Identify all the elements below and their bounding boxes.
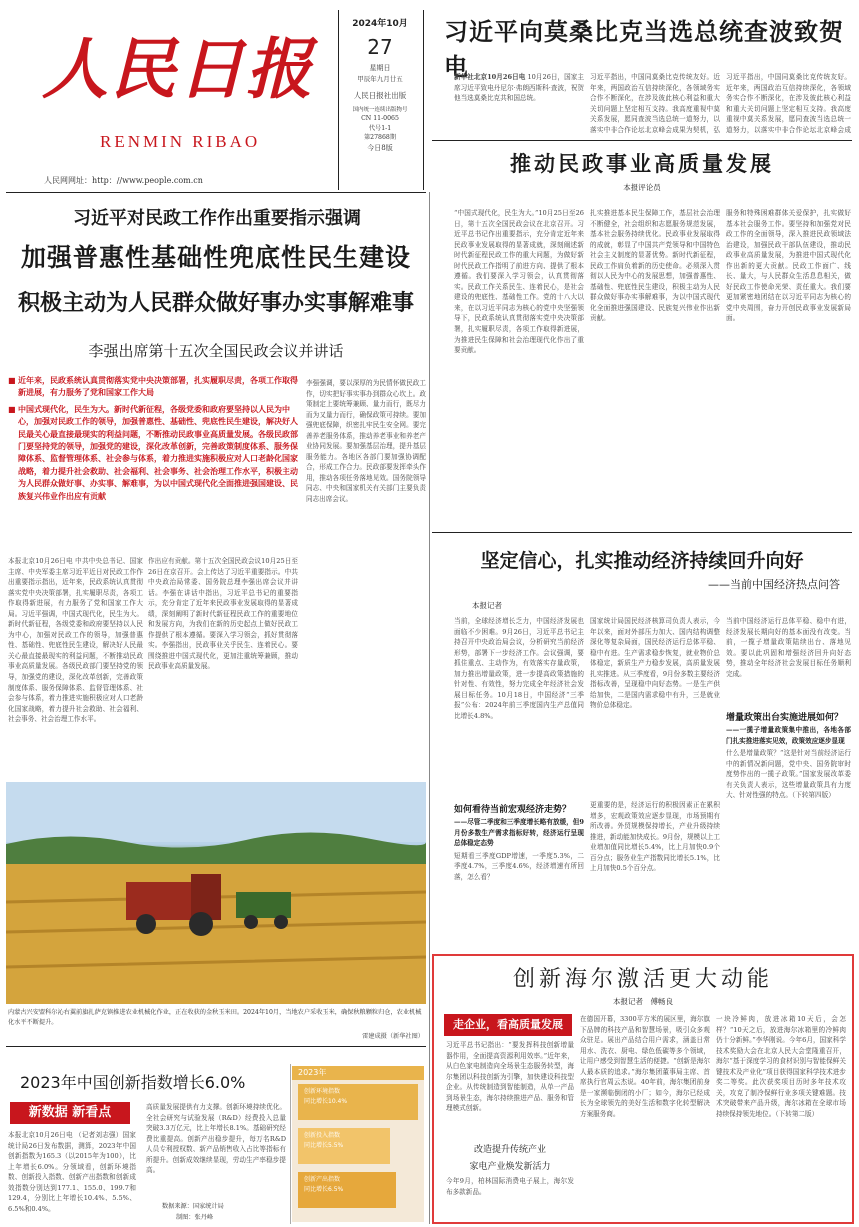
main-body-mid: 作出应有贡献。第十五次全国民政会议10月25日至26日在京召开。会上传达了习近平重要指示。中共中央政治局常委、国务院总理李强出席会议并讲话。李强在讲话中指出，习近平总书记的重要指示，充分肯定了近年来民政事业发展取得的显著成绩，深刻阐明了新时代新征程民政工作的重要地位和发展方向，为我们在新的历史起点上做好民政工作提供了根本遵循。要深入学习领会，抓好贯彻落实。李强指出，民政事业关乎民生、连着民心。要围绕推进中国式现代化，更加注重统筹兼顾，推动民政事业高质量发展。 — [148, 557, 298, 671]
date-cn: CN 11-0065 — [361, 115, 399, 123]
chart-category-label: 创新产出指数 — [304, 1176, 341, 1183]
editorial-headline: 推动民政事业高质量发展 — [510, 152, 774, 176]
editorial-col2: 扎实推进基本民生保障工作，基层社会治理不断健全，社会组织和志愿服务规范发展，基本社会服务持续优化。民政事业发展取得的成就，彰显了中国共产党领导和中国特色社会主义制度的显著优势。新时代新征程，民政工作肩负着新的历史使命。必须深入贯彻以人民为中心的发展思想，加强普惠性、基础性、兜底性民生建设，积极主动为人民群众做好事办实事解难事，为以中国式现代化全面推进强国建设、民族复兴伟业作出新贡献。 — [590, 209, 720, 323]
date-publisher: 人民日报社出版 — [353, 90, 407, 100]
editorial-col3: 服务和特殊困难群体关爱保护，扎实做好基本社会服务工作。要坚持和加强党对民政工作的全面领导，深入推进民政领域法治建设，加强民政干部队伍建设，推动民政事业高质量发展，为推进中国式现代化作出新的更大贡献。民政工作面广、线长、量大，与人民群众生活息息相关，做好民政工作使命光荣、责任重大。我们要更加紧密地团结在以习近平同志为核心的党中央周围，奋力开创民政事业发展新局面。 — [726, 209, 851, 323]
haier-col3: 一块冷鲜肉，放进冰箱10天后，会怎样？“10天之后，放进海尔冰箱里的冷鲜肉仍十分新鲜。”李华刚说。今年6月，国家科学技术奖励大会在北京人民大会堂隆重召开，海尔“基于深度学习的食材识别与智能保鲜关键技术及产业化”项目获得国家科学技术进步奖二等奖。此次获奖项目历时多年技术攻关，攻克了制冷保鲜行业多项关键难题。技术突破带来产品升级，海尔冰箱在全球市场持续保持领先地位。（下转第二版） — [716, 1015, 846, 1118]
masthead-title: 人民日报 — [42, 30, 314, 108]
bullet-item: ■ 中国式现代化，民生为大。新时代新征程，各级党委和政府要坚持以人民为中心，加强对民政工作的领导，加强普惠性、基础性、兜底性民生建设，解决好人民最关心最直接最现实的利益问题，不断推动民政事业高质量发展。各级民政部门要坚持党的领导，加强党的建设，深化改革创新，完善政策制度体系、服务保障体系、监督管理体系、社会参与体系，着力推进实施积极应对人口老龄化国家战略，着力提升社会救助、社会福利、社会事务、社会治理工作水平，积极主动为人民群众做好事、办实事、解难事，为以中国式现代化全面推进强国建设、民族复兴伟业作出应有贡献 — [8, 404, 298, 501]
economy-col1-text: 当前，全球经济增长乏力，中国经济发展也面临不少困难。9月26日，习近平总书记主持召开中央政治局会议，分析研究当前经济形势，部署下一步经济工作。会议强调，要抓住重点、主动作为，有效落实存量政策，加力推出增量政策，进一步提高政策措施的针对性、有效性，努力完成全年经济社会发展目标任务。10月18日，中国经济“三季报”公布：2024年前三季度国内生产总值同比增长4.8%。 — [454, 617, 584, 720]
haier-col2: 在德国开幕，3300平方米的展区里，海尔旗下品牌的科技产品和智慧场景，吸引众多观众驻足。展出产品结合用户需求，涵盖日常用水、洗衣、厨电、绿色低碳等多个领域，让用户感受到智慧生活的便捷。“创新是海尔人最本质的追求。”海尔集团董事局主席、首席执行官周云杰说。40年前，海尔集团前身是一家濒临倒闭的小厂；如今，海尔已经成长为全球领先的美好生活和数字化转型解决方案服务商。 — [580, 1015, 710, 1118]
economy-col2: 国家统计局国民经济核算司负责人表示，今年以来，面对外部压力加大、国内结构调整深化等复杂局面，国民经济运行总体平稳、稳中有进。生产需求稳步恢复，就业物价总体稳定，新质生产力稳步发展，高质量发展扎实推进。从三季度看，9月份多数主要经济指标改善，呈现稳中向好态势。一是生产供给加快，二是国内需求稳中有升，三是就业物价总体稳定。 — [590, 617, 720, 710]
main-bullets — [8, 375, 300, 550]
date-issn: 国内统一连续出版物号 — [352, 106, 408, 113]
economy-col1 — [454, 616, 584, 936]
harvest-scene-illustration — [6, 782, 426, 1004]
editorial-byline: 本报评论员 — [623, 183, 661, 192]
haier-col1 — [446, 1040, 574, 1220]
economy-q1: 如何看待当前宏观经济走势？ — [454, 805, 572, 815]
innovation-headline: 2023年中国创新指数增长6.0% — [20, 1073, 246, 1092]
innovation-badge: 新数据 新看点 — [10, 1102, 130, 1124]
date-pages: 今日8版 — [367, 143, 393, 152]
top-story-headline: 习近平向莫桑比克当选总统查波致贺电 — [444, 18, 844, 81]
editorial-col1: “中国式现代化，民生为大。”10月25日至26日，第十五次全国民政会议在北京召开。习近平总书记作出重要指示，充分肯定近年来民政事业发展取得的显著成就，深刻阐述新时代新征程民政工作的重大问题，为做好新时代民政工作指明了前进方向、提供了根本遵循。我们要深入学习领会，认真贯彻落实。民政工作关系民生、连着民心，是社会建设的兜底性、基础性工作。党的十八大以来，在以习近平同志为核心的党中央坚强领导下，民政系统认真贯彻落实党中央决策部署，扎实履职尽责，各项工作取得新进展，为推进民生保障和社会治理现代化作出了重要贡献。 — [454, 209, 584, 355]
main-kicker: 习近平对民政工作作出重要指示强调 — [73, 208, 361, 229]
date-issue: 第27868期 — [363, 134, 397, 142]
main-headline-2: 积极主动为人民群众做好事办实事解难事 — [17, 291, 414, 316]
economy-subhead: ——当前中国经济热点问答 — [708, 578, 840, 591]
top-story-body1: 10月26日，国家主席习近平致电丹尼尔·弗朗西斯科·查波，祝贺他当选莫桑比克共和国总统。 — [454, 73, 584, 103]
economy-col4 — [726, 616, 851, 936]
date-year-month: 2024年10月 — [352, 19, 408, 29]
innovation-body2: 高质量发展提供有力支撑。创新环境持续优化。全社会研究与试验发展（R&D）经费投入总量突破3.3万亿元，比上年增长8.1%。基础研究经费比重提高。创新产出稳步提升，每万名R&D人员专利授权数、新产品销售收入占比等指标有所提升。创新成效继续显现，劳动生产率稳步提高。 — [146, 1103, 286, 1175]
innovation-source: 数据来源：国家统计局 — [162, 1203, 224, 1210]
square-bullet-icon: ■ — [8, 376, 16, 385]
date-day: 27 — [367, 35, 393, 59]
photo-caption: 内蒙古兴安盟科尔沁右翼前旗扎萨克镇推进农业机械化作业，正在收获的金秋玉米田。2024年10月，当地农户采收玉米，确保秋粮颗粒归仓，农业机械化水平不断提升。 — [8, 1009, 422, 1026]
economy-q2-sub: ——一揽子增量政策集中推出，各地各部门扎实推进落实见效，政策效应逐步显现 — [726, 726, 851, 745]
date-weekday: 星期日 — [369, 64, 391, 72]
economy-col4b: 什么是增量政策？“这是针对当前经济运行中的新情况新问题，党中央、国务院审时度势作出的一揽子政策。”国家发展改革委有关负责人表示，这些增量政策具有力度大、针对性强的特点。（下转第四版） — [726, 749, 851, 800]
innovation-credit: 制图：张丹峰 — [176, 1214, 214, 1221]
chart-category-label: 创新环境指数 — [304, 1088, 341, 1095]
chart-value-label: 同比增长5.5% — [304, 1142, 344, 1149]
masthead-pinyin: RENMIN RIBAO — [100, 132, 261, 151]
masthead — [40, 14, 340, 154]
haier-badge: 走企业，看高质量发展 — [444, 1014, 572, 1036]
haier-sub1: 改造提升传统产业 — [473, 1145, 546, 1155]
chart-title: 2023年 — [292, 1066, 424, 1080]
economy-q1-sub: ——尽管二季度和三季度增长略有放缓，但9月份多数生产需求指标好转，经济运行呈现总体稳定态势 — [454, 818, 584, 848]
haier-col1-text: 习近平总书记指出：“要发挥科技创新增量器作用，全面提高资源利用效率。”近年来，从白色家电制造向全场景生态服务转型，海尔集团以科技创新为引擎，加快建设科技型企业。从传统制造到智能制造，从单一产品到场景生态，海尔持续推进产品、服务和管理模式创新。 — [446, 1041, 574, 1113]
main-subhead: 李强出席第十五次全国民政会议并讲话 — [88, 342, 344, 360]
top-story-col1 — [454, 72, 584, 134]
economy-col4-text: 当前中国经济运行总体平稳、稳中有进，经济发展长期向好的基本面没有改变。当前，一揽子增量政策陆续出台、落地见效。要以此巩固和增强经济回升向好态势，推动全年经济社会发展目标任务顺利完成。 — [726, 617, 851, 678]
photo-credit: 雷建成摄（新华社图） — [362, 1033, 424, 1040]
top-story-col3 — [726, 72, 851, 134]
main-body-right: 李强强调，要以深厚的为民情怀做民政工作，切实把好事实事办到群众心坎上。政策制定上要统筹兼顾、量力而行，既尽力而为又量力而行，确保政策可持续。要加强兜底保障，织密扎牢民生安全网。要完善养老服务体系，推动养老事业和养老产业协同发展。要加强基层治理，提升基层服务能力。各地区各部门要加强协调配合，形成工作合力。民政部要发挥牵头作用，推动各项任务落地见效。国务院领导同志、中央和国家机关有关部门主要负责同志出席会议。 — [306, 379, 426, 504]
economy-col1b: 短期看三季度GDP增速，一季度5.3%，二季度4.7%，三季度4.6%，经济增速有所回落，怎么看？ — [454, 851, 584, 881]
innovation-body: 本报北京10月26日电 （记者刘志强）国家统计局26日发布数据，测算，2023年中国创新指数为165.3（以2015年为100），比上年增长6.0%。分领域看，创新环境指数、创新投入指数、创新产出指数和创新成效指数分别达到177.1、155.0、199.7和129.4，分别比上年增长10.4%、5.5%、6.5%和0.4%。 — [8, 1131, 136, 1213]
square-bullet-icon: ■ — [8, 404, 16, 414]
chart-value-label: 同比增长6.5% — [304, 1186, 344, 1193]
economy-headline: 坚定信心，扎实推动经济持续回升向好 — [480, 550, 804, 572]
chart-bar — [298, 1172, 396, 1208]
economy-byline: 本报记者 — [472, 601, 502, 610]
date-lunar: 甲辰年九月廿五 — [357, 74, 403, 83]
top-story-lead: 新华社北京10月26日电 — [454, 73, 526, 81]
top-story-body2-cont: 习近平指出，中国同莫桑比克传统友好。近年来，两国政治互信持续深化，各领域务实合作不断深化，在涉及彼此核心利益和重大关切问题上坚定相互支持。我高度重视中莫关系发展，愿同查波当选总统一道努力，以落实中非合作论坛北京峰会成 — [726, 73, 851, 134]
innovation-chart — [292, 1066, 424, 1222]
date-code: 代号1-1 — [368, 124, 392, 132]
haier-col1b: 今年9月，柏林国际消费电子展上，海尔发布多款新品。 — [446, 1177, 574, 1196]
top-story-col2: 习近平指出，中国同莫桑比克传统友好。近年来，两国政治互信持续深化，各领域务实合作不断深化，在涉及彼此核心利益和重大关切问题上坚定相互支持。我高度重视中莫关系发展，愿同查波当选总统一道努力，以落实中非合作论坛北京峰会成果为契机，弘 — [590, 73, 720, 134]
chart-bars — [298, 1084, 418, 1218]
chart-category-label: 创新投入指数 — [304, 1132, 341, 1139]
chart-bar — [298, 1128, 390, 1164]
haier-sub2: 家电产业焕发新活力 — [469, 1162, 551, 1172]
harvest-photo — [6, 782, 426, 1004]
economy-col3: 更重要的是，经济运行的积极因素正在累积增多，宏观政策效应逐步显现，市场预期有所改善。外贸规模保持增长，产业升级持续推进，新动能加快成长。9月份，规模以上工业增加值同比增长5.4%，比上月加快0.9个百分点；服务业生产指数同比增长5.1%，比上月加快0.5个百分点。 — [590, 801, 720, 873]
main-headline-1: 加强普惠性基础性兜底性民生建设 — [20, 243, 411, 272]
economy-q2: 增量政策出台实施进展如何？ — [726, 713, 844, 723]
main-body-left: 本报北京10月26日电 中共中央总书记、国家主席、中央军委主席习近平近日对民政工作作出重要指示指出，近年来，民政系统认真贯彻落实党中央决策部署，扎实履职尽责，各项工作取得新进展，有力服务了党和国家工作大局。习近平强调，中国式现代化，民生为大。新时代新征程，各级党委和政府要坚持以人民为中心，加强对民政工作的领导，加强普惠性、基础性、兜底性民生建设，解决好人民最关心最直接最现实的利益问题，不断推动民政事业高质量发展。各级民政部门要坚持党的领导，加强党的建设，深化改革创新，完善政策制度体系、服务保障体系、监督管理体系、社会参与体系，着力推进实施积极应对人口老龄化国家战略，着力提升社会救助、社会福利、社会事务、社会治理工作水平。 — [8, 557, 143, 724]
chart-value-label: 同比增长10.4% — [304, 1098, 348, 1105]
haier-byline: 本报记者 傅畅良 — [613, 997, 673, 1006]
bullet-item: ■ 近年来，民政系统认真贯彻落实党中央决策部署，扎实履职尽责，各项工作取得新进展，有力服务了党和国家工作大局 — [8, 376, 298, 398]
chart-bar — [298, 1084, 418, 1120]
haier-headline: 创新海尔激活更大动能 — [512, 967, 773, 992]
website-url: 人民网网址：http：//www.people.com.cn — [44, 176, 203, 185]
date-block — [340, 12, 420, 180]
